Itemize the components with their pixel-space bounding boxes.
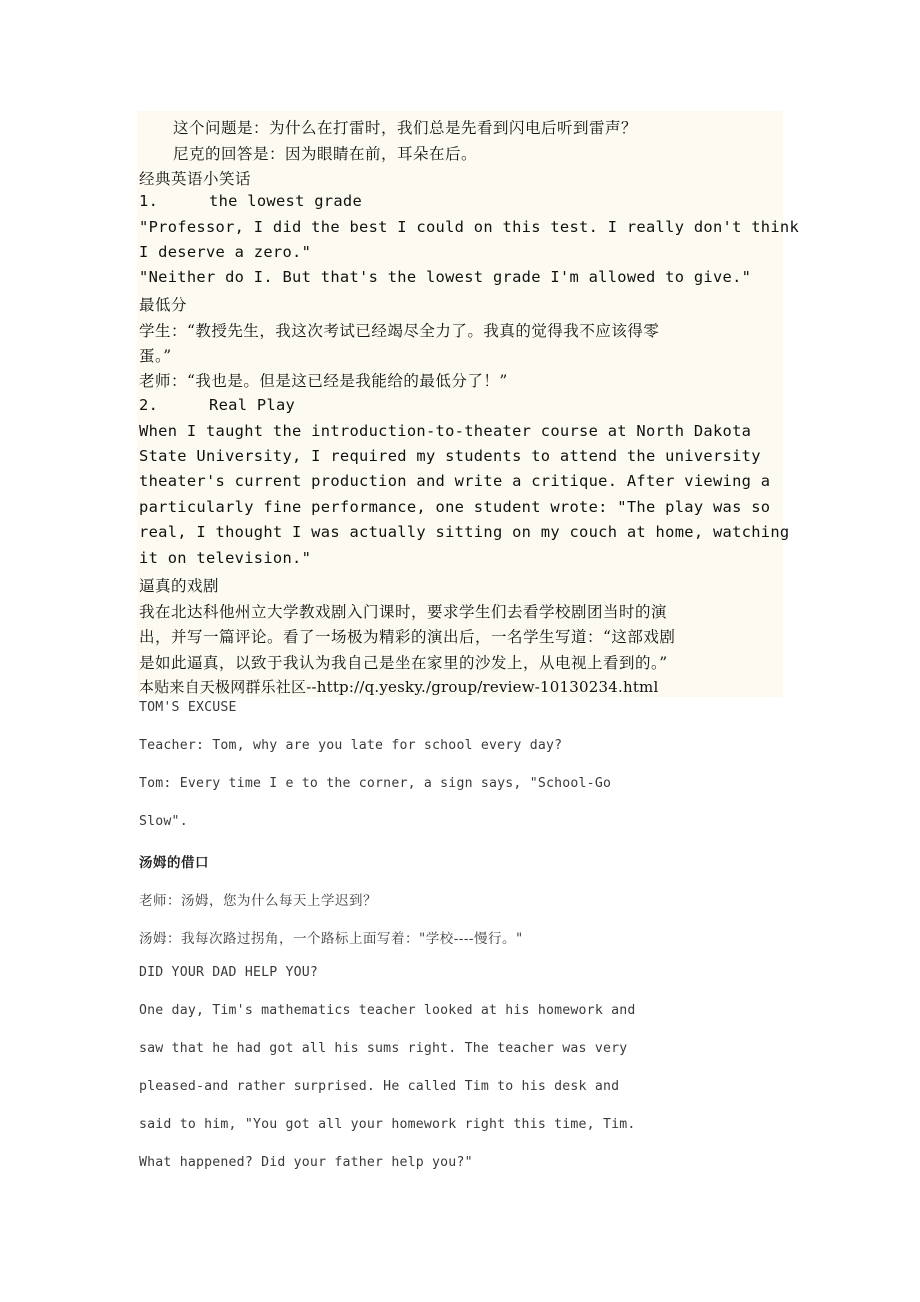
intro-answer: 尼克的回答是：因为眼睛在前，耳朵在后。	[173, 145, 478, 163]
joke1-cn-line: 蛋。”	[139, 347, 172, 365]
joke4-line: said to him, "You got all your homework right this time, Tim.	[139, 1117, 636, 1132]
joke4-line: What happened? Did your father help you?"	[139, 1155, 473, 1170]
joke3-cn-title: 汤姆的借口	[139, 855, 209, 871]
joke2-en-line: theater's current production and write a critique. After viewing a	[139, 472, 771, 490]
joke3-line: Teacher: Tom, why are you late for school every day?	[139, 738, 563, 753]
joke1-heading	[139, 192, 362, 210]
joke1-cn-line: 学生：“教授先生，我这次考试已经竭尽全力了。我真的觉得我不应该得零	[139, 322, 660, 340]
joke2-cn-line: 是如此逼真，以致于我认为我自己是坐在家里的沙发上，从电视上看到的。”	[139, 654, 668, 672]
joke4-line: One day, Tim's mathematics teacher looked at his homework and	[139, 1003, 636, 1018]
joke2-en-line: it on television."	[139, 549, 312, 567]
joke1-title: the lowest grade	[209, 192, 363, 210]
joke3-cn-line: 汤姆：我每次路过拐角，一个路标上面写着："学校----慢行。"	[139, 931, 523, 947]
joke3-line: Tom: Every time I e to the corner, a sign says, "School-Go	[139, 776, 612, 791]
joke1-en-line: I deserve a zero."	[139, 243, 312, 261]
joke2-cn-line: 出，并写一篇评论。看了一场极为精彩的演出后，一名学生写道：“这部戏剧	[139, 628, 676, 646]
joke3-line: Slow".	[139, 814, 188, 829]
joke2-en-line: When I taught the introduction-to-theater course at North Dakota	[139, 422, 752, 440]
joke2-title: Real Play	[209, 396, 296, 414]
joke2-en-line: particularly fine performance, one student wrote: "The play was so	[139, 498, 771, 516]
joke3-cn-line: 老师：汤姆，您为什么每天上学迟到？	[139, 893, 377, 909]
joke2-source: 本贴来自天极网群乐社区--http://q.yesky./group/review-10130234.html	[139, 678, 659, 696]
joke2-heading	[139, 396, 295, 414]
joke2-en-line: State University, I required my students to attend the university	[139, 447, 761, 465]
joke2-en-line: real, I thought I was actually sitting on my couch at home, watching	[139, 523, 790, 541]
joke1-cn-line: 老师：“我也是。但是这已经是我能给的最低分了！”	[139, 372, 508, 390]
intro-question: 这个问题是：为什么在打雷时，我们总是先看到闪电后听到雷声？	[173, 119, 638, 137]
joke2-number: 2.	[139, 396, 159, 414]
joke4-line: pleased-and rather surprised. He called Tim to his desk and	[139, 1079, 620, 1094]
joke4-title: DID YOUR DAD HELP YOU?	[139, 965, 319, 980]
joke3-title: TOM'S EXCUSE	[139, 700, 237, 715]
joke2-cn-title: 逼真的戏剧	[139, 577, 220, 595]
joke1-cn-title: 最低分	[139, 296, 188, 314]
joke2-cn-line: 我在北达科他州立大学教戏剧入门课时，要求学生们去看学校剧团当时的演	[139, 603, 668, 621]
joke1-number: 1.	[139, 192, 159, 210]
section-title: 经典英语小笑话	[139, 170, 252, 188]
joke1-en-line: "Professor, I did the best I could on this test. I really don't think	[139, 218, 800, 236]
joke4-line: saw that he had got all his sums right. The teacher was very	[139, 1041, 628, 1056]
joke1-en-line: "Neither do I. But that's the lowest grade I'm allowed to give."	[139, 268, 752, 286]
